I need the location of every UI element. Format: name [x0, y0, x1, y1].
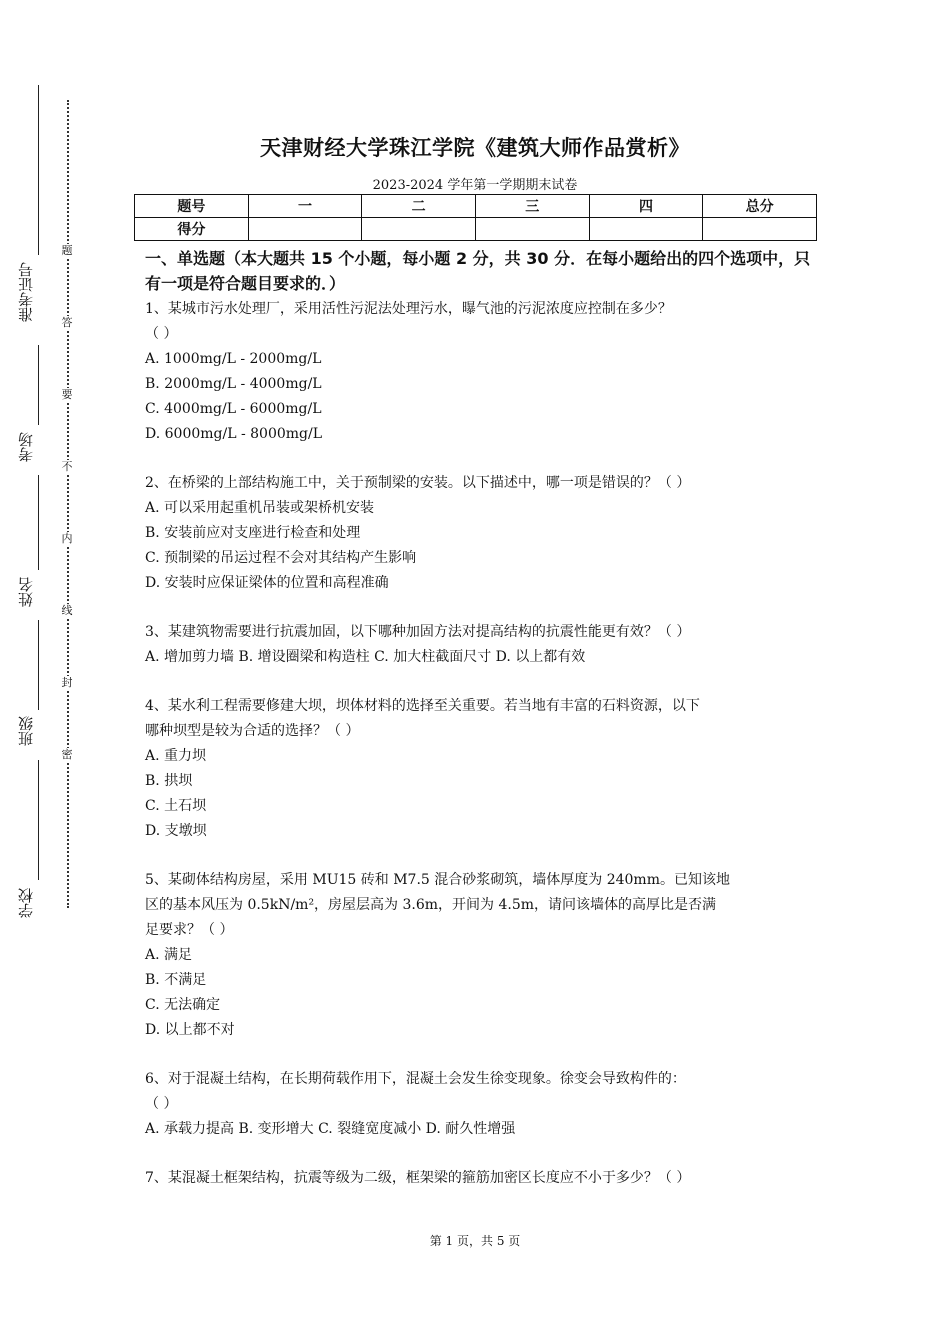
- answer-option: C. 4000mg/L - 6000mg/L: [145, 401, 322, 417]
- score-table-header-row: [135, 195, 817, 218]
- answer-option: A. 1000mg/L - 2000mg/L: [145, 351, 322, 367]
- question-block: [145, 694, 815, 844]
- question-stem: 5、某砌体结构房屋，采用 MU15 砖和 M7.5 混合砂浆砌筑，墙体厚度为 240mm。已知该地: [145, 872, 730, 888]
- answer-option: C. 土石坝: [145, 798, 207, 814]
- score-header-cell: 题号: [135, 195, 249, 218]
- answer-option: B. 安装前应对支座进行检查和处理: [145, 525, 361, 541]
- answer-option: C. 预制梁的吊运过程不会对其结构产生影响: [145, 550, 417, 566]
- score-header-cell: 四: [589, 195, 703, 218]
- seal-char: 要: [59, 388, 75, 402]
- question-stem: 7、某混凝土框架结构，抗震等级为二级，框架梁的箍筋加密区长度应不小于多少？（ ）: [145, 1170, 691, 1186]
- exam-number-label: 准考证号: [17, 262, 35, 322]
- question-block: [145, 868, 815, 1043]
- exam-subtitle: 2023-2024 学年第一学期期末试卷: [372, 178, 578, 193]
- name-label: 姓名: [17, 577, 35, 607]
- question-stem: 区的基本风压为 0.5kN/m²，房屋层高为 3.6m，开间为 4.5m，请问该墙体的高厚比是否满: [145, 897, 717, 913]
- question-stem: 4、某水利工程需要修建大坝，坝体材料的选择至关重要。若当地有丰富的石料资源，以下: [145, 698, 700, 714]
- question-stem: 1、某城市污水处理厂，采用活性污泥法处理污水，曝气池的污泥浓度应控制在多少？: [145, 301, 672, 317]
- answer-option: D. 6000mg/L - 8000mg/L: [145, 426, 323, 442]
- answer-option: B. 拱坝: [145, 773, 193, 789]
- seal-char: 不: [59, 460, 75, 474]
- seal-char: 线: [59, 604, 75, 618]
- answer-option: A. 承载力提高 B. 变形增大 C. 裂缝宽度减小 D. 耐久性增强: [145, 1121, 516, 1137]
- answer-option: A. 满足: [145, 947, 193, 963]
- exam-room-label: 考场: [17, 432, 35, 462]
- seal-char: 封: [59, 676, 75, 690]
- question-stem: （ ）: [145, 326, 178, 342]
- score-cell[interactable]: [589, 218, 703, 241]
- question-stem: 足要求？（ ）: [145, 922, 234, 938]
- exam-room-line: [38, 345, 39, 425]
- page-footer: 第 1 页，共 5 页: [429, 1234, 521, 1248]
- answer-option: B. 2000mg/L - 4000mg/L: [145, 376, 322, 392]
- answer-option: C. 无法确定: [145, 997, 221, 1013]
- question-block: [145, 1166, 815, 1191]
- question-stem: 哪种坝型是较为合适的选择？（ ）: [145, 723, 360, 739]
- class-label: 班级: [17, 716, 35, 746]
- question-list: [145, 297, 815, 1215]
- question-stem: 6、对于混凝土结构，在长期荷载作用下，混凝土会发生徐变现象。徐变会导致构件的：: [145, 1071, 686, 1087]
- question-block: [145, 471, 815, 596]
- answer-option: A. 可以采用起重机吊装或架桥机安装: [145, 500, 375, 516]
- answer-option: D. 以上都不对: [145, 1022, 235, 1038]
- score-table: [134, 194, 817, 241]
- score-cell[interactable]: [248, 218, 362, 241]
- score-header-cell: 一: [248, 195, 362, 218]
- question-stem: （ ）: [145, 1096, 178, 1112]
- score-header-cell: 二: [362, 195, 476, 218]
- section-heading: 一、单选题（本大题共 15 个小题，每小题 2 分，共 30 分．在每小题给出的四个选项中，只有一项是符合题目要求的．）: [145, 249, 811, 293]
- name-line: [38, 475, 39, 570]
- score-cell[interactable]: [475, 218, 589, 241]
- answer-option: D. 支墩坝: [145, 823, 207, 839]
- question-block: [145, 297, 815, 447]
- question-block: [145, 620, 815, 670]
- score-cell[interactable]: [703, 218, 817, 241]
- score-row-label: 得分: [135, 218, 249, 241]
- seal-char: 密: [59, 748, 75, 762]
- seal-dotted-line: [67, 100, 69, 908]
- question-stem: 3、某建筑物需要进行抗震加固，以下哪种加固方法对提高结构的抗震性能更有效？（ ）: [145, 624, 691, 640]
- answer-option: B. 不满足: [145, 972, 207, 988]
- school-label: 学校: [17, 888, 35, 918]
- seal-char: 内: [59, 532, 75, 546]
- exam-title: 天津财经大学珠江学院《建筑大师作品赏析》: [260, 136, 690, 160]
- answer-option: A. 增加剪力墙 B. 增设圈梁和构造柱 C. 加大柱截面尺寸 D. 以上都有效: [145, 649, 586, 665]
- score-header-cell: 总分: [703, 195, 817, 218]
- score-table-score-row: [135, 218, 817, 241]
- answer-option: A. 重力坝: [145, 748, 207, 764]
- class-line: [38, 620, 39, 710]
- score-cell[interactable]: [362, 218, 476, 241]
- school-line: [38, 760, 39, 880]
- question-stem: 2、在桥梁的上部结构施工中，关于预制梁的安装。以下描述中，哪一项是错误的？（ ）: [145, 475, 691, 491]
- score-header-cell: 三: [475, 195, 589, 218]
- exam-number-line: [38, 85, 39, 255]
- seal-char: 答: [59, 316, 75, 330]
- answer-option: D. 安装时应保证梁体的位置和高程准确: [145, 575, 389, 591]
- question-block: [145, 1067, 815, 1142]
- seal-char: 题: [59, 244, 75, 258]
